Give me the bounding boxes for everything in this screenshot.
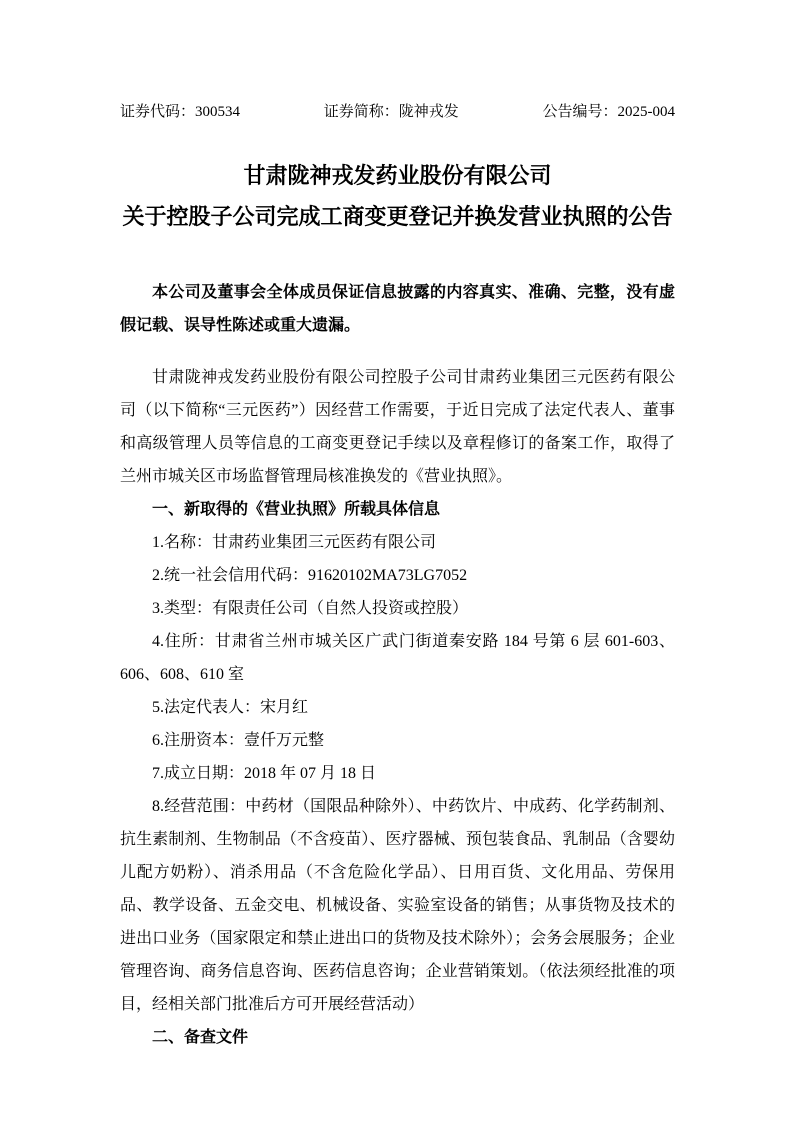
- intro-paragraph: 甘肃陇神戎发药业股份有限公司控股子公司甘肃药业集团三元医药有限公司（以下简称“三元医药”）因经营工作需要，于近日完成了法定代表人、董事和高级管理人员等信息的工商变更登记手续以及章程修订的备案工作，取得了兰州市城关区市场监督管理局核准换发的《营业执照》。: [120, 369, 675, 485]
- license-item-type: 3.类型：有限责任公司（自然人投资或控股）: [152, 600, 469, 617]
- company-name-title: 甘肃陇神戎发药业股份有限公司: [243, 163, 552, 188]
- license-item-establishment-date: 7.成立日期：2018 年 07 月 18 日: [152, 765, 377, 782]
- stock-short-name: 证券简称：陇神戎发: [323, 104, 459, 120]
- stock-code: 证券代码：300534: [120, 104, 241, 120]
- license-item-address: 4.住所：甘肃省兰州市城关区广武门街道秦安路 184 号第 6 层 601-603、606、608、610 室: [120, 633, 675, 683]
- announcement-title: 关于控股子公司完成工商变更登记并换发营业执照的公告: [122, 204, 673, 229]
- license-item-business-scope: 8.经营范围：中药材（国限品种除外）、中药饮片、中成药、化学药制剂、抗生素制剂、生物制品（不含疫苗）、医疗器械、预包装食品、乳制品（含婴幼儿配方奶粉）、消杀用品（不含危险化学品）、日用百货、文化用品、劳保用品、教学设备、五金交电、机械设备、实验室设备的销售；从事货物及技术的进出口业务（国家限定和禁止进出口的货物及技术除外）；会务会展服务；企业管理咨询、商务信息咨询、医药信息咨询；企业营销策划。（依法须经批准的项目，经相关部门批准后方可开展经营活动）: [120, 798, 675, 1013]
- board-disclaimer: 本公司及董事会全体成员保证信息披露的内容真实、准确、完整，没有虚假记载、误导性陈述或重大遗漏。: [120, 284, 675, 334]
- section-1-heading: 一、新取得的《营业执照》所载具体信息: [152, 501, 441, 518]
- license-item-registered-capital: 6.注册资本：壹仟万元整: [152, 732, 325, 749]
- section-2-heading: 二、备查文件: [152, 1029, 249, 1046]
- license-item-legal-representative: 5.法定代表人：宋月红: [152, 699, 309, 716]
- license-item-credit-code: 2.统一社会信用代码：91620102MA73LG7052: [152, 567, 468, 584]
- announcement-number: 公告编号：2025-004: [542, 104, 675, 120]
- license-item-name: 1.名称：甘肃药业集团三元医药有限公司: [152, 534, 437, 551]
- document-header: [120, 102, 675, 122]
